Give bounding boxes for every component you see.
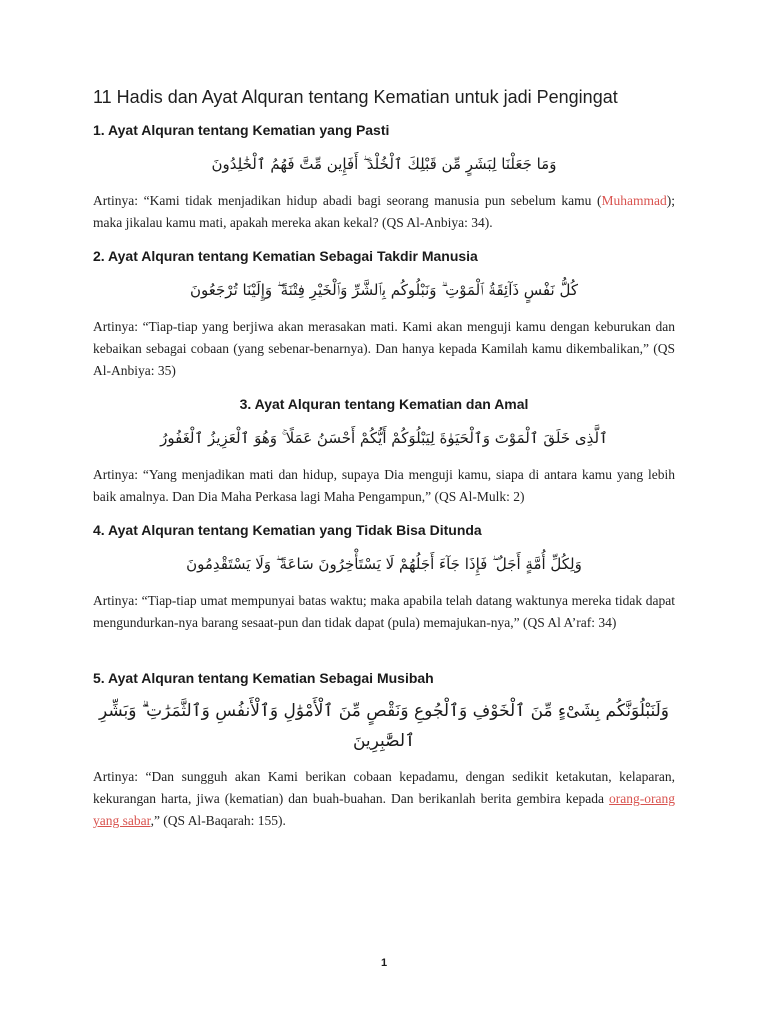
muhammad-link[interactable]: Muhammad	[601, 193, 667, 208]
section-1-translation-after: ); maka jikalau kamu mati, apakah mereka akan kekal? (QS Al-Anbiya: 34).	[93, 193, 675, 230]
section-3-arabic-verse: ٱلَّذِى خَلَقَ ٱلْمَوْتَ وَٱلْحَيَوٰةَ لِيَبْلُوَكُمْ أَيُّكُمْ أَحْسَنُ عَمَلًا ۚ وَهُوَ ٱلْعَزِيزُ ٱلْغَفُورُ	[160, 429, 608, 447]
section-5-translation-before: Artinya: “Dan sungguh akan Kami berikan cobaan kepadamu, dengan sedikit ketakutan, kelaparan, kekurangan harta, jiwa (kematian) dan buah-buahan. Dan berikanlah berita gembira kepada	[93, 769, 675, 806]
section-1	[93, 120, 675, 234]
section-2	[93, 246, 675, 382]
section-5-translation	[93, 766, 675, 832]
section-3	[93, 394, 675, 508]
section-4	[93, 520, 675, 634]
section-5-translation-after: ,” (QS Al-Baqarah: 155).	[150, 813, 286, 828]
section-4-arabic-verse: وَلِكُلِّ أُمَّةٍ أَجَلٌ ۖ فَإِذَا جَآءَ أَجَلُهُمْ لَا يَسْتَأْخِرُونَ سَاعَةً ۖ وَلَا يَسْتَقْدِمُونَ	[186, 555, 582, 573]
section-5-heading: 5. Ayat Alquran tentang Kematian Sebagai Musibah	[93, 670, 434, 686]
section-4-heading: 4. Ayat Alquran tentang Kematian yang Tidak Bisa Ditunda	[93, 522, 482, 538]
section-1-heading: 1. Ayat Alquran tentang Kematian yang Pasti	[93, 122, 390, 138]
section-2-heading: 2. Ayat Alquran tentang Kematian Sebagai Takdir Manusia	[93, 248, 478, 264]
section-1-arabic-verse: وَمَا جَعَلْنَا لِبَشَرٍ مِّن قَبْلِكَ ٱلْخُلْدَ ۖ أَفَإِين مِّتَّ فَهُمُ ٱلْخَٰلِدُونَ	[211, 155, 557, 173]
section-1-translation-before: Artinya: “Kami tidak menjadikan hidup abadi bagi seorang manusia pun sebelum kamu (	[93, 193, 602, 208]
section-1-translation	[93, 190, 675, 234]
section-3-heading: 3. Ayat Alquran tentang Kematian dan Amal	[239, 396, 529, 412]
orang-sabar-link[interactable]: orang-orang yang sabar	[93, 791, 675, 828]
section-2-translation: Artinya: “Tiap-tiap yang berjiwa akan merasakan mati. Kami akan menguji kamu dengan keburukan dan kebaikan sebagai cobaan (yang sebenar-benarnya). Dan hanya kepada Kamilah kamu dikembalikan,” (QS Al-Anbiya: 35)	[93, 319, 675, 378]
section-2-arabic-verse: كُلُّ نَفْسٍ ذَآئِقَةُ ٱلْمَوْتِ ۗ وَنَبْلُوكُم بِٱلشَّرِّ وَٱلْخَيْرِ فِتْنَةً ۖ وَإِلَيْنَا تُرْجَعُونَ	[190, 281, 578, 299]
section-5	[93, 668, 675, 832]
section-3-translation: Artinya: “Yang menjadikan mati dan hidup, supaya Dia menguji kamu, siapa di antara kamu yang lebih baik amalnya. Dan Dia Maha Perkasa lagi Maha Pengampun,” (QS Al-Mulk: 2)	[93, 467, 675, 504]
page-number: 1	[380, 957, 388, 969]
document-page	[93, 84, 675, 832]
page-title: 11 Hadis dan Ayat Alquran tentang Kematian untuk jadi Pengingat	[93, 87, 618, 107]
section-5-arabic-verse: وَلَنَبْلُوَنَّكُم بِشَىْءٍ مِّنَ ٱلْخَوْفِ وَٱلْجُوعِ وَنَقْصٍ مِّنَ ٱلْأَمْوَٰلِ وَٱلْأَنفُسِ وَٱلثَّمَرَٰتِ ۗ وَبَشِّرِ ٱلصَّٰبِرِينَ	[98, 701, 669, 751]
section-4-translation: Artinya: “Tiap-tiap umat mempunyai batas waktu; maka apabila telah datang waktunya mereka tidak dapat mengundurkan-nya barang sesaat-pun dan tidak dapat (pula) memajukan-nya,” (QS Al A’raf: 34)	[93, 593, 675, 630]
